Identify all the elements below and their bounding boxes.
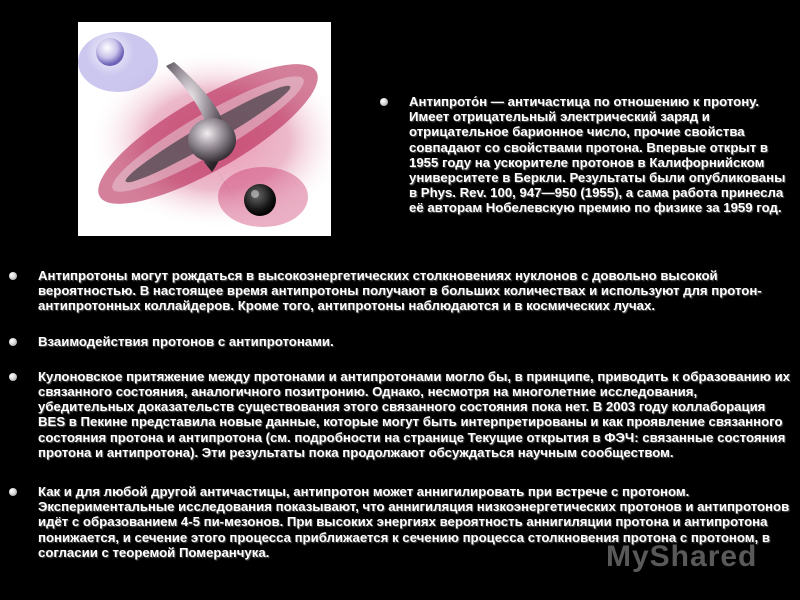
sphere-bullet-icon	[380, 98, 388, 106]
bullet-bound-state	[38, 369, 794, 460]
sphere-bullet-icon	[9, 488, 17, 496]
bullet-text: Антипротоны могут рождаться в высокоэнергетических столкновениях нуклонов с довольно высокой вероятностью. В настоящее время антипротоны получают в больших количествах и используют для протон-антипротонных коллайдеров. Кроме того, антипротоны наблюдаются и в космических лучах.	[38, 268, 762, 314]
bullet-antiproton-production	[38, 268, 794, 314]
sphere-bullet-icon	[9, 272, 17, 280]
bullet-interactions-heading	[38, 334, 794, 349]
bullet-text: Антипрото́н — античастица по отношению к протону. Имеет отрицательный электрический заряд и отрицательное барионное число, прочие свойства совпадают со свойствами протона. Впервые открыт в 1955 году на ускорителе протонов в Калифорнийском университете в Беркли. Результаты были опубликованы в Phys. Rev. 100, 947—950 (1955), а сама работа принесла её авторам Нобелевскую премию по физике за 1959 год.	[409, 94, 786, 216]
bullet-antiproton-definition	[409, 94, 795, 216]
antiproton-illustration	[78, 22, 331, 236]
top-bullet-list	[409, 94, 795, 216]
main-bullet-list	[38, 268, 794, 580]
bullet-text: Взаимодействия протонов с антипротонами.	[38, 333, 334, 349]
watermark: MyShared	[606, 540, 758, 573]
bullet-text: Кулоновское притяжение между протонами и антипротонами могло бы, в принципе, приводить к образованию их связанного состояния, аналогичного позитронию. Однако, несмотря на многолетние исследования, убедительных доказательств существования этого связанного состояния пока нет. В 2003 году коллаборация BES в Пекине представила новые данные, которые могут быть интерпретированы и как проявление связанного состояния протона и антипротона (см. подробности на странице Текущие открытия в ФЭЧ: связанные состояния протона и антипротона). Эти результаты пока продолжают обсуждаться научным сообществом.	[38, 368, 791, 460]
bullet-text: Как и для любой другой античастицы, антипротон может аннигилировать при встрече с протоном. Экспериментальные исследования показывают, что аннигиляция низкоэнергетических протонов и антипротонов идёт с образованием 4-5 пи-мезонов. При высоких энергиях вероятность аннигиляции протона и антипротона понижается, и сечение этого процесса приближается к сечению процесса столкновения протона с протоном, в согласии с теоремой Померанчука.	[38, 484, 790, 560]
sphere-bullet-icon	[9, 338, 17, 346]
sphere-bullet-icon	[9, 373, 17, 381]
